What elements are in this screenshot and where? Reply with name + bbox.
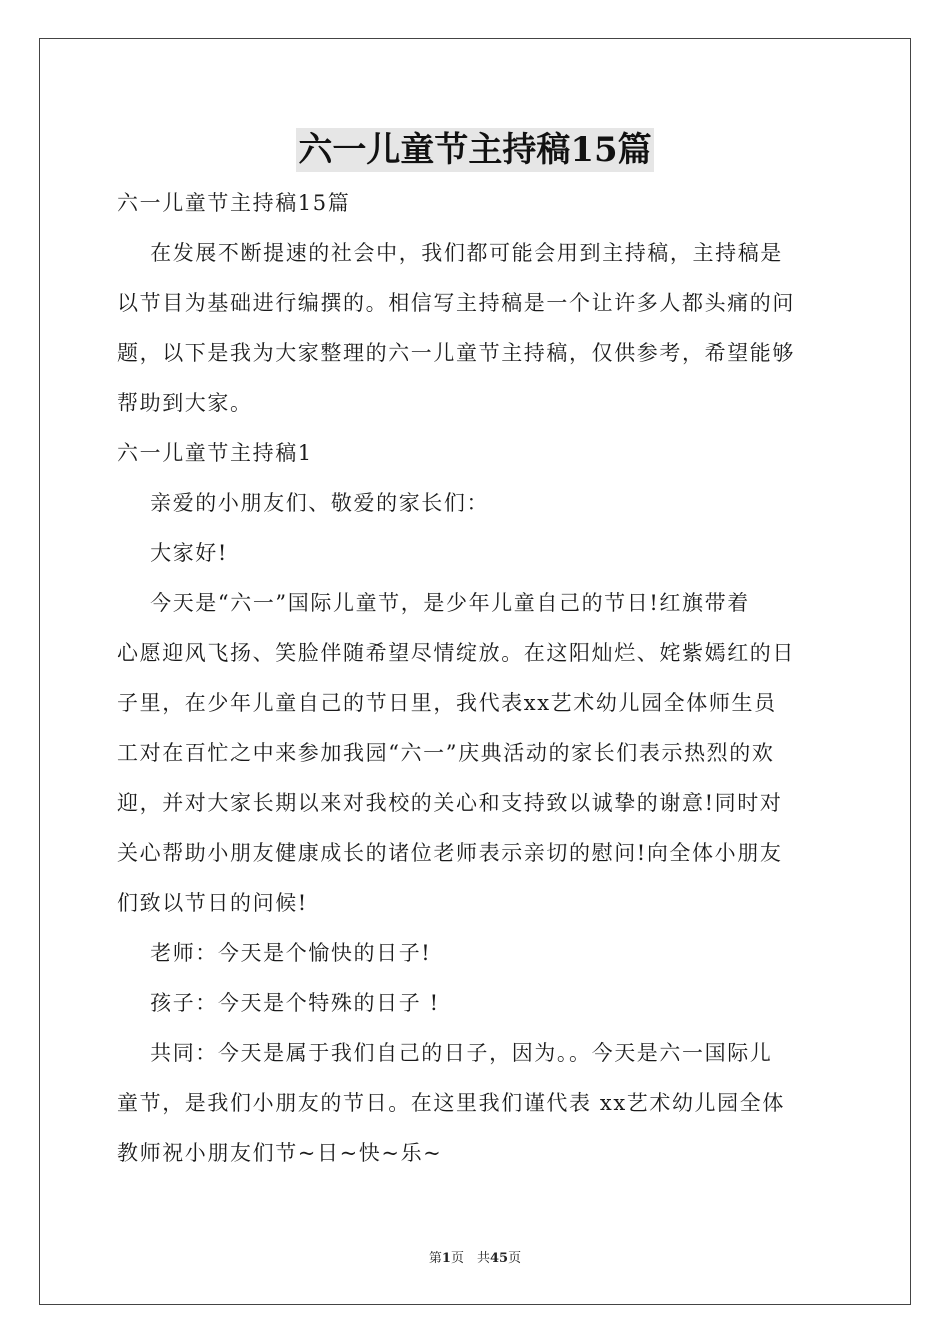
body-line: 心愿迎风飞扬、笑脸伴随希望尽情绽放。在这阳灿烂、姹紫嫣红的日 [117,641,795,665]
footer-suffix: 页 [508,1251,522,1266]
body-line: 大家好! [117,541,228,565]
page-total: 45 [489,1251,509,1266]
document-body [117,178,837,1178]
body-line: 以节目为基础进行编撰的。相信写主持稿是一个让许多人都头痛的问 [117,291,795,315]
body-line: 今天是“六一”国际儿童节，是少年儿童自己的节日!红旗带着 [117,591,750,615]
page-number: 1 [441,1251,451,1266]
body-line: 题，以下是我为大家整理的六一儿童节主持稿，仅供参考，希望能够 [117,341,795,365]
body-line: 亲爱的小朋友们、敬爱的家长们： [117,491,490,515]
page-footer [0,1247,950,1266]
body-line: 们致以节日的问候! [117,891,308,915]
body-line: 关心帮助小朋友健康成长的诸位老师表示亲切的慰问!向全体小朋友 [117,841,783,865]
body-line: 子里，在少年儿童自己的节日里，我代表xx艺术幼儿园全体师生员 [117,691,777,715]
body-line: 工对在百忙之中来参加我园“六一”庆典活动的家长们表示热烈的欢 [117,741,775,765]
body-line: 童节，是我们小朋友的节日。在这里我们谨代表 xx艺术幼儿园全体 [117,1091,785,1115]
body-line: 教师祝小朋友们节~日~快~乐~ [117,1141,443,1165]
body-line: 孩子：今天是个特殊的日子 ! [117,991,440,1015]
body-line: 在发展不断提速的社会中，我们都可能会用到主持稿，主持稿是 [117,241,783,265]
body-line: 共同：今天是属于我们自己的日子，因为。。今天是六一国际儿 [117,1041,773,1065]
body-line: 帮助到大家。 [117,391,253,415]
body-line: 迎，并对大家长期以来对我校的关心和支持致以诚挚的谢意!同时对 [117,791,783,815]
subtitle-line: 六一儿童节主持稿15篇 [117,191,351,215]
footer-prefix: 第 [428,1251,442,1266]
body-line: 老师：今天是个愉快的日子! [117,941,432,965]
footer-mid: 页 共 [450,1251,490,1266]
document-title: 六一儿童节主持稿15篇 [298,130,652,170]
title-container [0,128,950,172]
section-heading: 六一儿童节主持稿1 [117,441,313,465]
